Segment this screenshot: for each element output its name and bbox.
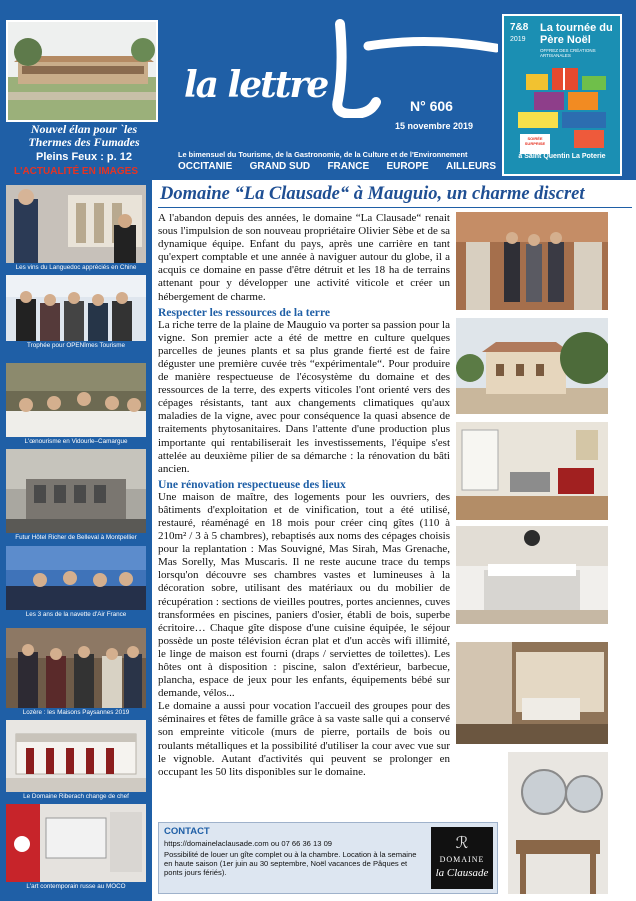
bedroom-photo [456, 526, 608, 624]
contact-title: CONTACT [164, 826, 210, 837]
region-nav [178, 161, 496, 172]
sidebar-photo-maisons-paysannes [6, 628, 146, 708]
region-occitanie[interactable]: OCCITANIE [178, 161, 233, 172]
sidebar-caption: Le Domaine Riberach change de chef [23, 793, 129, 800]
ad-location: à Saint Quentin La Poterie [518, 153, 606, 160]
sidebar-photo-hotel [6, 449, 146, 533]
issue-date: 15 novembre 2019 [395, 121, 474, 131]
issue-number: N° 606 [410, 98, 453, 114]
sidebar-photo-trophy [6, 275, 146, 341]
logo-mark-icon: ℛ [455, 833, 469, 852]
sidebar-photo-moco [6, 804, 146, 882]
section-title: L'ACTUALITÉ EN IMAGES [13, 166, 139, 177]
pere-noel-ad[interactable] [502, 14, 622, 176]
living-room-photo [456, 422, 608, 520]
article-paragraph: Une maison de maître, des logements pour les ouvriers, des bâtiments d'exploitation et de vinification, tout a été utilisé, restauré, réaménagé en 18 mois pour créer cinq gîtes (110 à 210m² / 3 à 5 chambres), rebaptisés aux noms des cépages choisis pour la replantation : Mas Souvigné, Mas Sirah, Mas Grenache, Mas Sorelly, Mas Muscaris. Il ne reste aucune trace du temps lorsqu'on découvre ses chambres vastes et lumineuses à la décoration sobre, utilisant des matériaux ou du mobilier de récupération : sections de vieilles poutres, portes anciennes, cuves transformées en piscines, paniers d'osier, établi de bois, superbe écritoire… Chaque gîte dispose d'une cuisine équipée, le séjour possède un poste télévision écran plat et d'un accès wifi illimité, le linge de maison est fourni (draps / serviettes de toilettes). Les hôtes ont à disposition : piscine, salon d'extérieur, barbecue, plancha, espace de jeux pour les enfants, équipements bébé sur demande, vélos... [158, 490, 450, 700]
article-paragraph: Le domaine a aussi pour vocation l'accueil des groupes pour des séminaires et fêtes de famille grâce à sa vaste salle qui a conservé son empreinte viticole (murs de pierre, portails de bois ou roulants métalliques et la possibilité d'utiliser la cour avec vue sur le vignoble. Autant d'activités qui peuvent se prolonger en occupant les 50 lits disponibles sur le domaine. [158, 700, 450, 778]
sidebar-item[interactable] [6, 804, 146, 892]
region-france[interactable]: FRANCE [327, 161, 370, 172]
ad-year: 2019 [510, 36, 526, 43]
sidebar-item[interactable] [6, 546, 146, 620]
logo-line-2: la Clausade [435, 867, 489, 879]
ad-title: La tournée du Père Noël [540, 22, 613, 46]
sidebar-caption: L'œnourisme en Vidourle–Camargue [24, 438, 128, 445]
team-photo [456, 212, 608, 310]
domaine-logo [431, 827, 493, 889]
contact-website-phone[interactable]: https://domainelaclausade.com ou 07 66 36 13 09 [164, 839, 333, 848]
article-paragraph: La riche terre de la plaine de Mauguio va porter sa passion pour la vigne. Son premier acte a été de mettre en culture quelques parcelles de jeunes plants et sa plus grande fierté est de faire déguster une première cuvée très “expérimentale“. Pour produire de manière respectueuse de l'écosystème du domaine et des ressources de la terre, des experts viticoles l'ont orienté vers des cépages résistants, tant aux changements climatiques qu'aux maladies de la vigne, avec pour conséquence la quasi absence de traitements phytosanitaires. Dans l'attente d'une production plus importante qui rentabiliserait les investissements, l'équipe s'est attelée au deuxième pilier de sa démarche : la rénovation du bâti ancien. [158, 318, 450, 475]
masthead [0, 0, 636, 180]
sidebar-item[interactable] [6, 628, 146, 718]
logo-line-1: DOMAINE [439, 855, 485, 864]
article-subheading: Respecter les ressources de la terre [158, 305, 331, 319]
sidebar-photo-wine-china [6, 185, 146, 263]
region-europe[interactable]: EUROPE [386, 161, 429, 172]
sidebar-photo-air-france [6, 546, 146, 610]
lounge-photo [456, 642, 608, 744]
headline-divider [158, 207, 632, 208]
sidebar-photo-oenotourism [6, 363, 146, 437]
article-body [158, 212, 450, 779]
thermes-photo [6, 20, 158, 122]
domain-house-photo [456, 318, 608, 414]
sidebar-photo-riberach [6, 720, 146, 792]
news-in-pictures-sidebar [0, 180, 152, 901]
bathroom-photo [508, 752, 608, 894]
publication-tagline: Le bimensuel du Tourisme, de la Gastronomie, de la Culture et de l'Environnement [178, 150, 468, 159]
sidebar-caption: Trophée pour OPENîmes Tourisme [27, 342, 125, 349]
sidebar-caption: Lozère : les Maisons Paysannes 2019 [22, 709, 130, 716]
sidebar-caption: Les 3 ans de la navette d'Air France [25, 611, 127, 618]
article-headline: Domaine “La Clausade“ à Mauguio, un charme discret [160, 184, 585, 204]
sidebar-item[interactable] [6, 185, 146, 273]
ad-soiree-badge: SOIRÉE SURPRISE [520, 134, 550, 154]
sidebar-item[interactable] [6, 720, 146, 802]
article-paragraph: A l'abandon depuis des années, le domaine “La Clausade“ renait sous l'impulsion de son nouveau propriétaire Olivier Sèbe et de sa dynamique équipe. Enfant du pays, après une carrière en tant qu'expert comptable et une année à naviguer autour du globe, il a acquis ce domaine en passe d'être détruit et les 18 ha de terrains attenant pour y développer une activité viticole et créer un hébergement de charme. [158, 212, 450, 303]
sidebar-item[interactable] [6, 275, 146, 351]
ad-dates: 7&8 [510, 22, 529, 33]
teaser-page-ref: Pleins Feux : p. 12 [36, 151, 132, 163]
contact-box [158, 822, 498, 894]
ad-subtitle: OFFREZ DES CRÉATIONS ARTISANALES [540, 48, 596, 58]
sidebar-item[interactable] [6, 363, 146, 447]
sidebar-caption: L'art contemporain russe au MOCO [26, 883, 126, 890]
sidebar-caption: Futur Hôtel Richer de Belleval à Montpellier [15, 534, 137, 541]
region-ailleurs[interactable]: AILLEURS [445, 161, 496, 172]
contact-description: Possibilité de louer un gîte complet ou à la chambre. Location à la semaine en haute saison (1er juin au 30 septembre, Noël vacances de Pâques et ponts jours fériés). [164, 850, 417, 877]
region-grand-sud[interactable]: GRAND SUD [249, 161, 311, 172]
teaser-title[interactable]: Nouvel élan pour `les Thermes des Fumades [28, 122, 140, 149]
article-subheading: Une rénovation respectueuse des lieux [158, 477, 346, 491]
logo-text: la lettre [184, 64, 328, 106]
sidebar-caption: Les vins du Languedoc appréciés en Chine [15, 264, 137, 271]
sidebar-item[interactable] [6, 449, 146, 543]
